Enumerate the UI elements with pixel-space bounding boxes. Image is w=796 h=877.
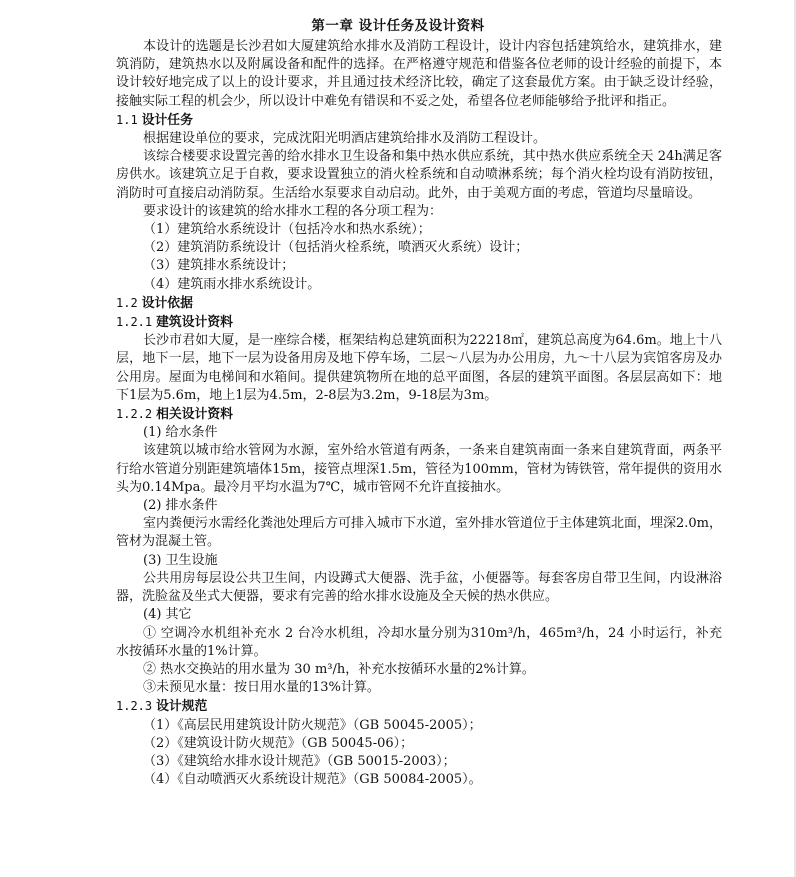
intro-paragraph: 本设计的选题是长沙君如大厦建筑给水排水及消防工程设计，设计内容包括建筑给水，建筑排水，建筑消防，建筑热水以及附属设备和配件的选择。在严格遵守规范和借鉴各位老师的设计经验的前提下，本设计较好地完成了以上的设计要求，并且通过技术经济比较，确定了这套最优方案。由于缺乏设计经验，接触实际工程的机会少，所以设计中难免有错误和不妥之处，希望各位老师能够给予批评和指正。: [116, 39, 722, 109]
paragraph: 公共用房每层设公共卫生间，内设蹲式大便器、洗手盆，小便器等。每套客房自带卫生间，内设淋浴器，洗脸盆及坐式大便器，要求有完善的给水排水设施及全天候的热水供应。: [116, 570, 722, 605]
section-title: 设计任务: [141, 112, 193, 128]
section-number: 1.1: [116, 112, 138, 127]
list-item: （1）建筑给水系统设计（包括冷水和热水系统）；: [143, 222, 431, 238]
list-item: （2）建筑消防系统设计（包括消火栓系统，喷洒灭火系统）设计；: [143, 240, 529, 256]
section-number: 1.2.1: [116, 315, 153, 330]
subsection-title: (4) 其它: [143, 607, 192, 623]
section-heading-1-2-2: [116, 405, 722, 424]
paragraph: ① 空调冷水机组补充水 2 台冷水机组，冷却水量分别为310m³/h，465m³/h，24 小时运行，补充水按循环水量的1%计算。: [116, 625, 722, 659]
paragraph: 长沙市君如大厦，是一座综合楼，框架结构总建筑面积为22218㎡，建筑总高度为64.6m。地上十八层，地下一层，地下一层为设备用房及地下停车场，二层～八层为办公用房，九～十八层为宾馆客房及办公用房。屋面为电梯间和水箱间。提供建筑物所在地的总平面图，各层的建筑平面图。各层层高如下：地下1层为5.6m，地上1层为4.5m，2-8层为3.2m，9-18层为3m。: [116, 333, 722, 403]
section-title: 设计依据: [141, 295, 193, 311]
section-title: 相关设计资料: [156, 407, 233, 423]
subsection-title: (2) 排水条件: [143, 498, 218, 514]
section-heading-1-2: [116, 294, 722, 313]
section-number: 1.2: [116, 295, 138, 310]
section-heading-1-2-1: [116, 313, 722, 332]
list-item: （4）建筑雨水排水系统设计。: [143, 276, 321, 292]
list-item: （2）《建筑设计防火规范》（GB 50045-06）；: [143, 735, 414, 751]
subsection-title: (1) 给水条件: [143, 425, 218, 441]
list-item: （1）《高层民用建筑设计防火规范》（GB 50045-2005）；: [143, 717, 482, 733]
section-number: 1.2.2: [116, 407, 153, 422]
list-item: （4）《自动喷洒灭火系统设计规范》（GB 50084-2005）。: [143, 772, 482, 788]
section-title: 建筑设计资料: [156, 315, 233, 331]
paragraph: 该建筑以城市给水管网为水源，室外给水管道有两条，一条来自建筑南面一条来自建筑背面，两条平行给水管道分别距建筑墙体15m，接管点埋深1.5m，管径为100mm，管材为铸铁管，常年提供的资用水头为0.14Mpa。最冷月平均水温为7℃，城市管网不允许直接抽水。: [116, 443, 722, 495]
section-title: 设计规范: [156, 699, 208, 715]
paragraph: 该综合楼要求设置完善的给水排水卫生设备和集中热水供应系统，其中热水供应系统全天 24h满足客房供水。该建筑立足于自救，要求设置独立的消火栓系统和自动喷淋系统；每个消火栓均设有消防按钮，消防时可直接启动消防泵。生活给水泵要求自动启动。此外，由于美观方面的考虑，管道均尽量暗设。: [116, 149, 722, 201]
document-body: [116, 38, 722, 789]
section-heading-1-1: [116, 111, 722, 130]
paragraph: 根据建设单位的要求，完成沈阳光明酒店建筑给排水及消防工程设计。: [143, 131, 547, 147]
section-heading-1-2-3: [116, 697, 722, 716]
paragraph: 室内粪便污水需经化粪池处理后方可排入城市下水道，室外排水管道位于主体建筑北面，埋深2.0m，管材为混凝土管。: [116, 516, 723, 550]
paragraph: 要求设计的该建筑的给水排水工程的各分项工程为：: [143, 203, 443, 219]
paragraph: ② 热水交换站的用水量为 30 m³/h，补充水按循环水量的2%计算。: [143, 661, 535, 677]
subsection-title: (3) 卫生设施: [143, 552, 218, 568]
chapter-title: 第一章 设计任务及设计资料: [311, 18, 485, 34]
list-item: （3）建筑排水系统设计；: [143, 258, 295, 274]
list-item: （3）《建筑给水排水设计规范》（GB 50015-2003）；: [143, 753, 456, 769]
section-number: 1.2.3: [116, 699, 153, 714]
paragraph: ③未预见水量：按日用水量的13%计算。: [143, 680, 380, 696]
